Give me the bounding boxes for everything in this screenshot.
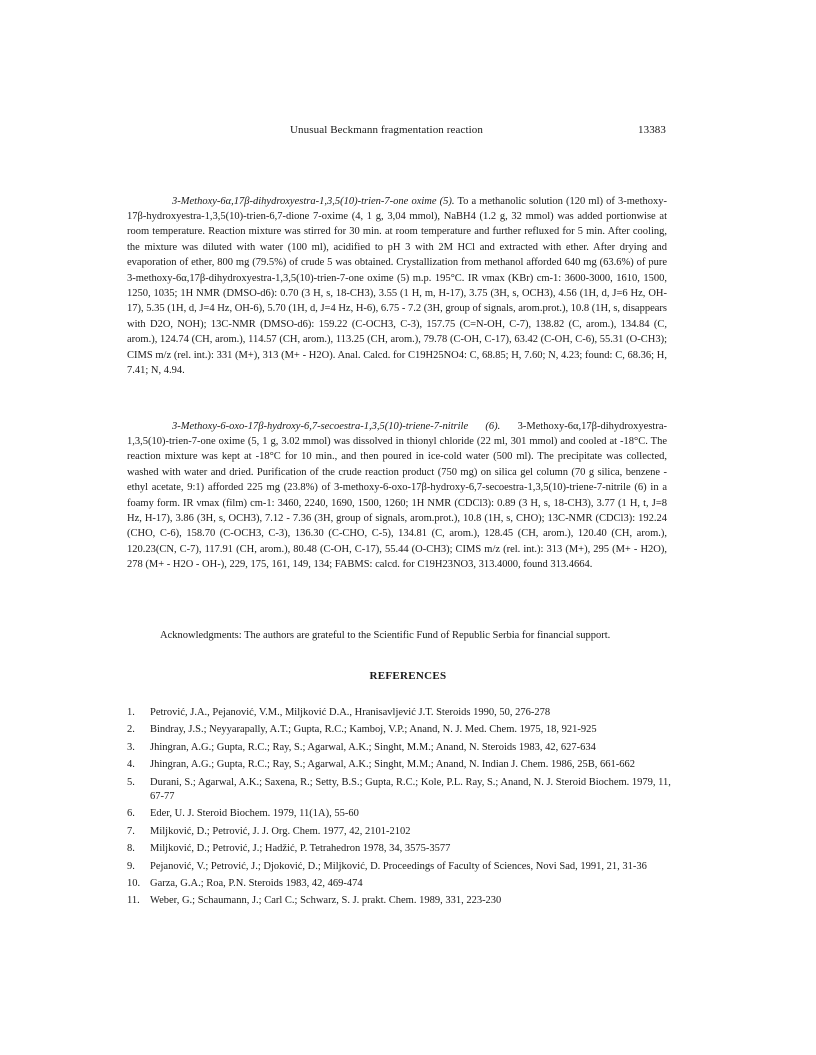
reference-number: 10.: [127, 878, 141, 890]
running-title: Unusual Beckmann fragmentation reaction: [290, 124, 483, 136]
compound-5-title: 3-Methoxy-6α,17β-dihydroxyestra-1,3,5(10)-trien-7-one oxime (5).: [172, 195, 455, 207]
reference-text: Pejanović, V.; Petrović, J.; Djoković, D.; Miljković, D. Proceedings of Faculty of Sciences, Novi Sad, 1991, 21, 31-36: [150, 860, 647, 872]
reference-item: [127, 860, 672, 874]
reference-item: [127, 706, 672, 720]
reference-item: [127, 825, 672, 839]
references-heading: REFERENCES: [369, 670, 447, 682]
reference-text: Durani, S.; Agarwal, A.K.; Saxena, R.; Setty, B.S.; Gupta, R.C.; Kole, P.L. Ray, S.; Anand, N. J. Steroid Biochem. 1979, 11, 67-77: [150, 776, 671, 803]
reference-item: [127, 776, 672, 805]
reference-text: Petrović, J.A., Pejanović, V.M., Miljković D.A., Hranisavljević J.T. Steroids 1990, 50, 276-278: [150, 707, 551, 718]
reference-number: 1.: [127, 707, 135, 718]
reference-text: Weber, G.; Schaumann, J.; Carl C.; Schwarz, S. J. prakt. Chem. 1989, 331, 223-230: [150, 895, 502, 907]
reference-item: [127, 758, 672, 772]
reference-text: Jhingran, A.G.; Gupta, R.C.; Ray, S.; Agarwal, A.K.; Singht, M.M.; Anand, N. Indian J. Chem. 1986, 25B, 661-662: [150, 759, 635, 771]
reference-item: [127, 723, 672, 737]
reference-number: 2.: [127, 724, 135, 736]
references-list: [127, 706, 672, 912]
reference-number: 6.: [127, 808, 135, 820]
compound-5-procedure: To a methanolic solution (120 ml) of 3-methoxy-17β-hydroxyestra-1,3,5(10)-trien-6,7-dione 7-oxime (4, 1 g, 3,04 mmol), NaBH4 (1.2 g, 32 mmol) was added portionwise at room temperature. Reaction mixture was stirred for 30 min. at room temperature and further refluxed for 5 min. After cooling, the mixture was diluted with water (100 ml), acidified to pH 3 with 2M HCl and extracted with ether. After drying and evaporation of ether, 800 mg (79.5%) of crude 5 was obtained. Crystallization from methanol afforded 640 mg (63.6%) of pure 3-methoxy-6α,17β-dihydroxyestra-1,3,5(10)-trien-7-one oxime (5) m.p. 195°C. IR νmax (KBr) cm-1: 3600-3000, 1610, 1500, 1250, 1035; 1H NMR (DMSO-d6): 0.70 (3 H, s, 18-CH3), 3.55 (1 H, m, H-17), 3.75 (3H, s, OCH3), 4.56 (1H, d, J=6 Hz, OH-17), 5.35 (1H, d, J=4 Hz, OH-6), 5.70 (1H, d, J=4 Hz, H-6), 6.75 - 7.2 (3H, group of signals, arom.prot.), 10.8 (1H, s, disappears with D2O, NOH); 13C-NMR (DMSO-d6): 159.22 (C-OCH3, C-3), 157.75 (C=N-OH, C-7), 138.82 (C, arom.), 134.84 (C, arom.), 124.74 (CH, arom.), 114.57 (CH, arom.), 113.25 (CH, arom.), 79.78 (C-OH, C-17), 63.42 (C-OH, C-6), 55.31 (O-CH3); CIMS m/z (rel. int.): 331 (M+), 313 (M+ - H2O). Anal. Calcd. for C19H25NO4: C, 68.85; H, 7.60; N, 4.23; found: C, 68.36; H, 7.41; N, 4.94.: [127, 195, 667, 376]
reference-item: [127, 842, 672, 856]
reference-text: Garza, G.A.; Roa, P.N. Steroids 1983, 42, 469-474: [150, 878, 363, 890]
reference-item: [127, 894, 672, 908]
experimental-paragraph-6: [127, 419, 667, 573]
reference-number: 7.: [127, 825, 135, 837]
reference-text: Miljković, D.; Petrović, J.; Hadžić, P. Tetrahedron 1978, 34, 3575-3577: [150, 843, 451, 855]
reference-number: 9.: [127, 860, 135, 872]
reference-number: 8.: [127, 843, 135, 855]
acknowledgments: Acknowledgments: The authors are grateful to the Scientific Fund of Republic Serbia for financial support.: [160, 629, 611, 641]
reference-text: Bindray, J.S.; Neyyarapally, A.T.; Gupta, R.C.; Kamboj, V.P.; Anand, N. J. Med. Chem. 1975, 18, 921-925: [150, 724, 597, 736]
reference-number: 3.: [127, 741, 135, 753]
page-number: 13383: [638, 124, 666, 136]
reference-text: Miljković, D.; Petrović, J. J. Org. Chem. 1977, 42, 2101-2102: [150, 825, 411, 837]
reference-item: [127, 807, 672, 821]
compound-6-procedure: 3-Methoxy-6α,17β-dihydroxyestra-1,3,5(10)-trien-7-one oxime (5, 1 g, 3.02 mmol) was dissolved in thionyl chloride (22 ml, 301 mmol) and cooled at -18°C. The reaction mixture was kept at -18°C for 10 min., and then poured in ice-cold water (500 ml). The precipitate was collected, washed with water and dried. Purification of the crude reaction product (750 mg) on silica gel column (70 g silica, benzene - ethyl acetate, 9:1) afforded 225 mg (23.8%) of 3-methoxy-6-oxo-17β-hydroxy-6,7-secoestra-1,3,5(10)-triene-7-nitrile (6) in a foamy form. IR νmax (film) cm-1: 3460, 2240, 1690, 1500, 1260; 1H NMR (CDCl3): 0.89 (3 H, s, 18-CH3), 3.77 (1 H, t, J=8 Hz, H-17), 3.86 (3H, s, OCH3), 7.12 - 7.36 (3H, group of signals, arom.prot.), 10.8 (1H, s, CHO); 13C-NMR (CDCl3): 192.24 (CHO, C-6), 158.70 (C-OCH3, C-3), 136.30 (C-CHO, C-5), 134.81 (C, arom.), 128.45 (CH, arom.), 120.40 (CH, arom.), 120.23(CN, C-7), 117.91 (CH, arom.), 80.48 (C-OH, C-17), 55.44 (O-CH3); CIMS m/z (rel. int.): 313 (M+), 295 (M+ - H2O), 278 (M+ - H2O - OH-), 229, 175, 161, 149, 134; FABMS: calcd. for C19H23NO3, 313.4000, found 313.4664.: [127, 420, 667, 571]
reference-number: 11.: [127, 895, 140, 907]
reference-number: 5.: [127, 776, 135, 788]
compound-6-title: 3-Methoxy-6-oxo-17β-hydroxy-6,7-secoestra-1,3,5(10)-triene-7-nitrile (6).: [172, 420, 501, 432]
reference-number: 4.: [127, 759, 135, 771]
reference-text: Jhingran, A.G.; Gupta, R.C.; Ray, S.; Agarwal, A.K.; Singht, M.M.; Anand, N. Steroids 1983, 42, 627-634: [150, 741, 596, 753]
reference-text: Eder, U. J. Steroid Biochem. 1979, 11(1A), 55-60: [150, 808, 359, 820]
reference-item: [127, 877, 672, 891]
reference-item: [127, 741, 672, 755]
experimental-paragraph-5: [127, 194, 667, 379]
